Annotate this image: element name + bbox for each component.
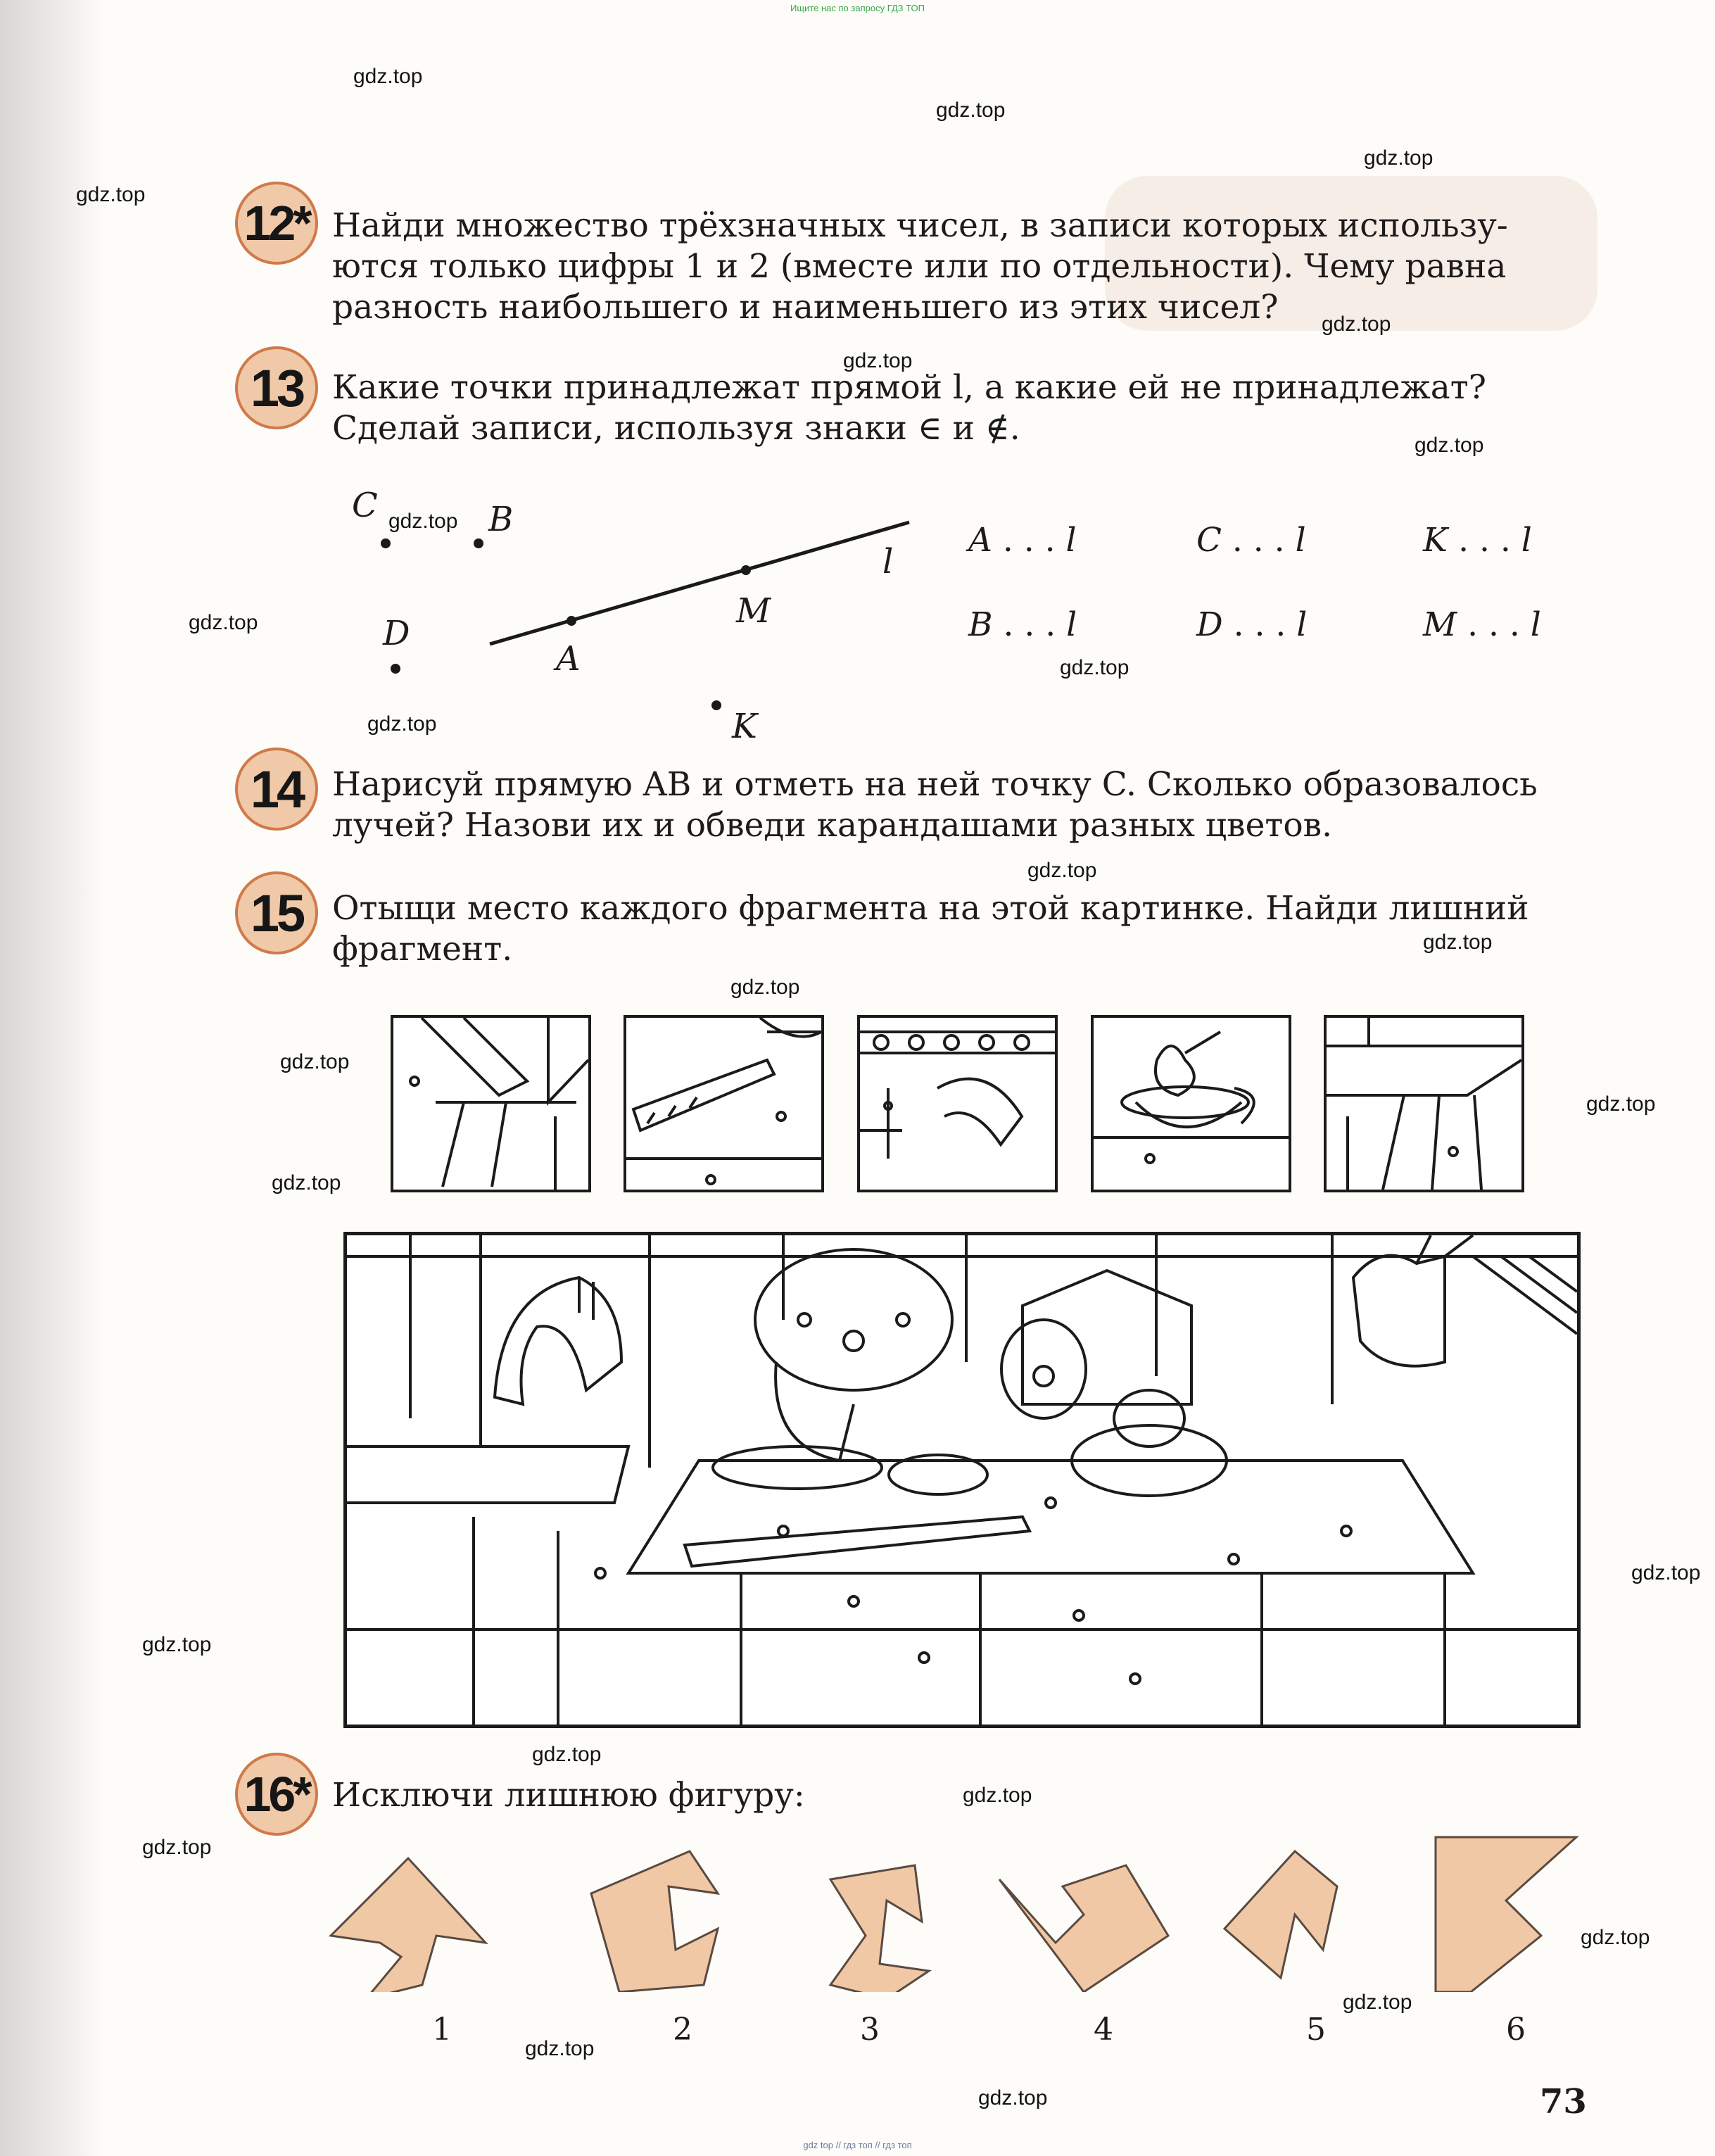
- label-b: B: [488, 500, 514, 539]
- figure-number-4: 4: [1094, 2012, 1113, 2048]
- watermark: gdz.top: [388, 510, 458, 533]
- label-m: M: [736, 591, 771, 631]
- picture-fragment-5: [1324, 1015, 1524, 1192]
- watermark: gdz.top: [1364, 146, 1434, 170]
- label-k: K: [732, 707, 757, 746]
- figure-6: [1436, 1837, 1576, 1992]
- line-l: [490, 522, 909, 644]
- relation-d: D . . . l: [1196, 605, 1308, 644]
- watermark: gdz.top: [1415, 434, 1484, 457]
- fragment-drawing: [626, 1018, 821, 1190]
- watermark: gdz.top: [730, 976, 800, 999]
- watermark: gdz.top: [367, 712, 437, 736]
- point-k: [711, 700, 721, 710]
- relation-b: B . . . l: [968, 605, 1077, 644]
- top-search-note: Ищите нас по запросу ГДЗ ТОП: [790, 3, 925, 13]
- book-spine-shadow: [0, 0, 106, 2156]
- bottom-note: gdz top // гдз топ // гдз топ: [803, 2140, 912, 2150]
- task-text: Какие точки принадлежат прямой l, а какие ей не принадлежат? Сделай записи, используя знаки ∈ и ∉.: [332, 368, 1486, 448]
- label-d: D: [383, 614, 410, 653]
- label-line-l: l: [882, 542, 894, 581]
- relation-a: A . . . l: [968, 521, 1077, 560]
- fragment-drawing: [1094, 1018, 1289, 1190]
- watermark: gdz.top: [1631, 1561, 1701, 1584]
- watermark: gdz.top: [936, 99, 1006, 122]
- task-number-badge: 16*: [235, 1753, 318, 1836]
- fragment-drawing: [1327, 1018, 1521, 1190]
- task-text: Найди множество трёхзначных чисел, в записи которых использу-ются только цифры 1 и 2 (вместе или по отдельности). Чему равна разность наибольшего и наименьшего из этих чисел?: [332, 206, 1508, 327]
- figures-row: [324, 1823, 1590, 1992]
- task-number-badge: 13: [235, 346, 318, 429]
- points-line-diagram: [338, 493, 971, 746]
- figure-number-1: 1: [432, 2012, 452, 2048]
- point-b: [474, 538, 483, 548]
- watermark: gdz.top: [843, 349, 913, 372]
- watermark: gdz.top: [532, 1743, 602, 1766]
- task-text: Отыщи место каждого фрагмента на этой картинке. Найди лишний фрагмент.: [332, 889, 1529, 969]
- relation-k: K . . . l: [1423, 521, 1532, 560]
- watermark: gdz.top: [353, 65, 423, 88]
- task-number-badge: 14: [235, 748, 318, 831]
- figure-1: [331, 1858, 486, 1992]
- watermark: gdz.top: [1027, 859, 1097, 882]
- watermark: gdz.top: [1581, 1926, 1650, 1949]
- point-a: [567, 616, 576, 626]
- watermark: gdz.top: [1586, 1092, 1656, 1116]
- page-number: 73: [1540, 2082, 1587, 2122]
- tea-party-drawing: [347, 1235, 1577, 1725]
- watermark: gdz.top: [142, 1633, 212, 1656]
- watermark: gdz.top: [189, 611, 258, 634]
- task-text: Исключи лишнюю фигуру:: [332, 1776, 805, 1815]
- picture-fragment-4: [1091, 1015, 1291, 1192]
- figure-3: [830, 1865, 929, 1992]
- task-text: Нарисуй прямую AB и отметь на ней точку C. Сколько образовалось лучей? Назови их и обведи карандашами разных цветов.: [332, 765, 1538, 845]
- watermark: gdz.top: [76, 183, 146, 206]
- watermark: gdz.top: [1060, 656, 1129, 679]
- relation-c: C . . . l: [1196, 521, 1306, 560]
- watermark: gdz.top: [978, 2086, 1048, 2110]
- picture-fragment-2: [624, 1015, 824, 1192]
- fragment-drawing: [393, 1018, 588, 1190]
- figure-number-5: 5: [1306, 2012, 1326, 2048]
- figure-number-3: 3: [860, 2012, 880, 2048]
- watermark: gdz.top: [963, 1784, 1032, 1807]
- label-c: C: [352, 486, 378, 525]
- watermark: gdz.top: [1423, 931, 1493, 954]
- point-m: [741, 565, 751, 575]
- figure-number-2: 2: [673, 2012, 692, 2048]
- fragment-drawing: [860, 1018, 1055, 1190]
- figure-number-6: 6: [1506, 2012, 1526, 2048]
- figure-2: [591, 1851, 718, 1992]
- relation-m: M . . . l: [1423, 605, 1541, 644]
- task-number-badge: 12*: [235, 182, 318, 265]
- watermark: gdz.top: [272, 1171, 341, 1194]
- task-number-badge: 15: [235, 871, 318, 954]
- watermark: gdz.top: [280, 1050, 350, 1073]
- picture-fragment-3: [857, 1015, 1058, 1192]
- watermark: gdz.top: [525, 2037, 595, 2060]
- label-a: A: [556, 639, 581, 679]
- figure-5: [1224, 1851, 1337, 1978]
- figure-4: [999, 1865, 1168, 1992]
- watermark: gdz.top: [1322, 313, 1391, 336]
- point-d: [391, 664, 400, 674]
- picture-fragment-1: [391, 1015, 591, 1192]
- watermark: gdz.top: [1343, 1991, 1412, 2014]
- tea-party-picture: [343, 1232, 1581, 1728]
- watermark: gdz.top: [142, 1836, 212, 1859]
- point-c: [381, 538, 391, 548]
